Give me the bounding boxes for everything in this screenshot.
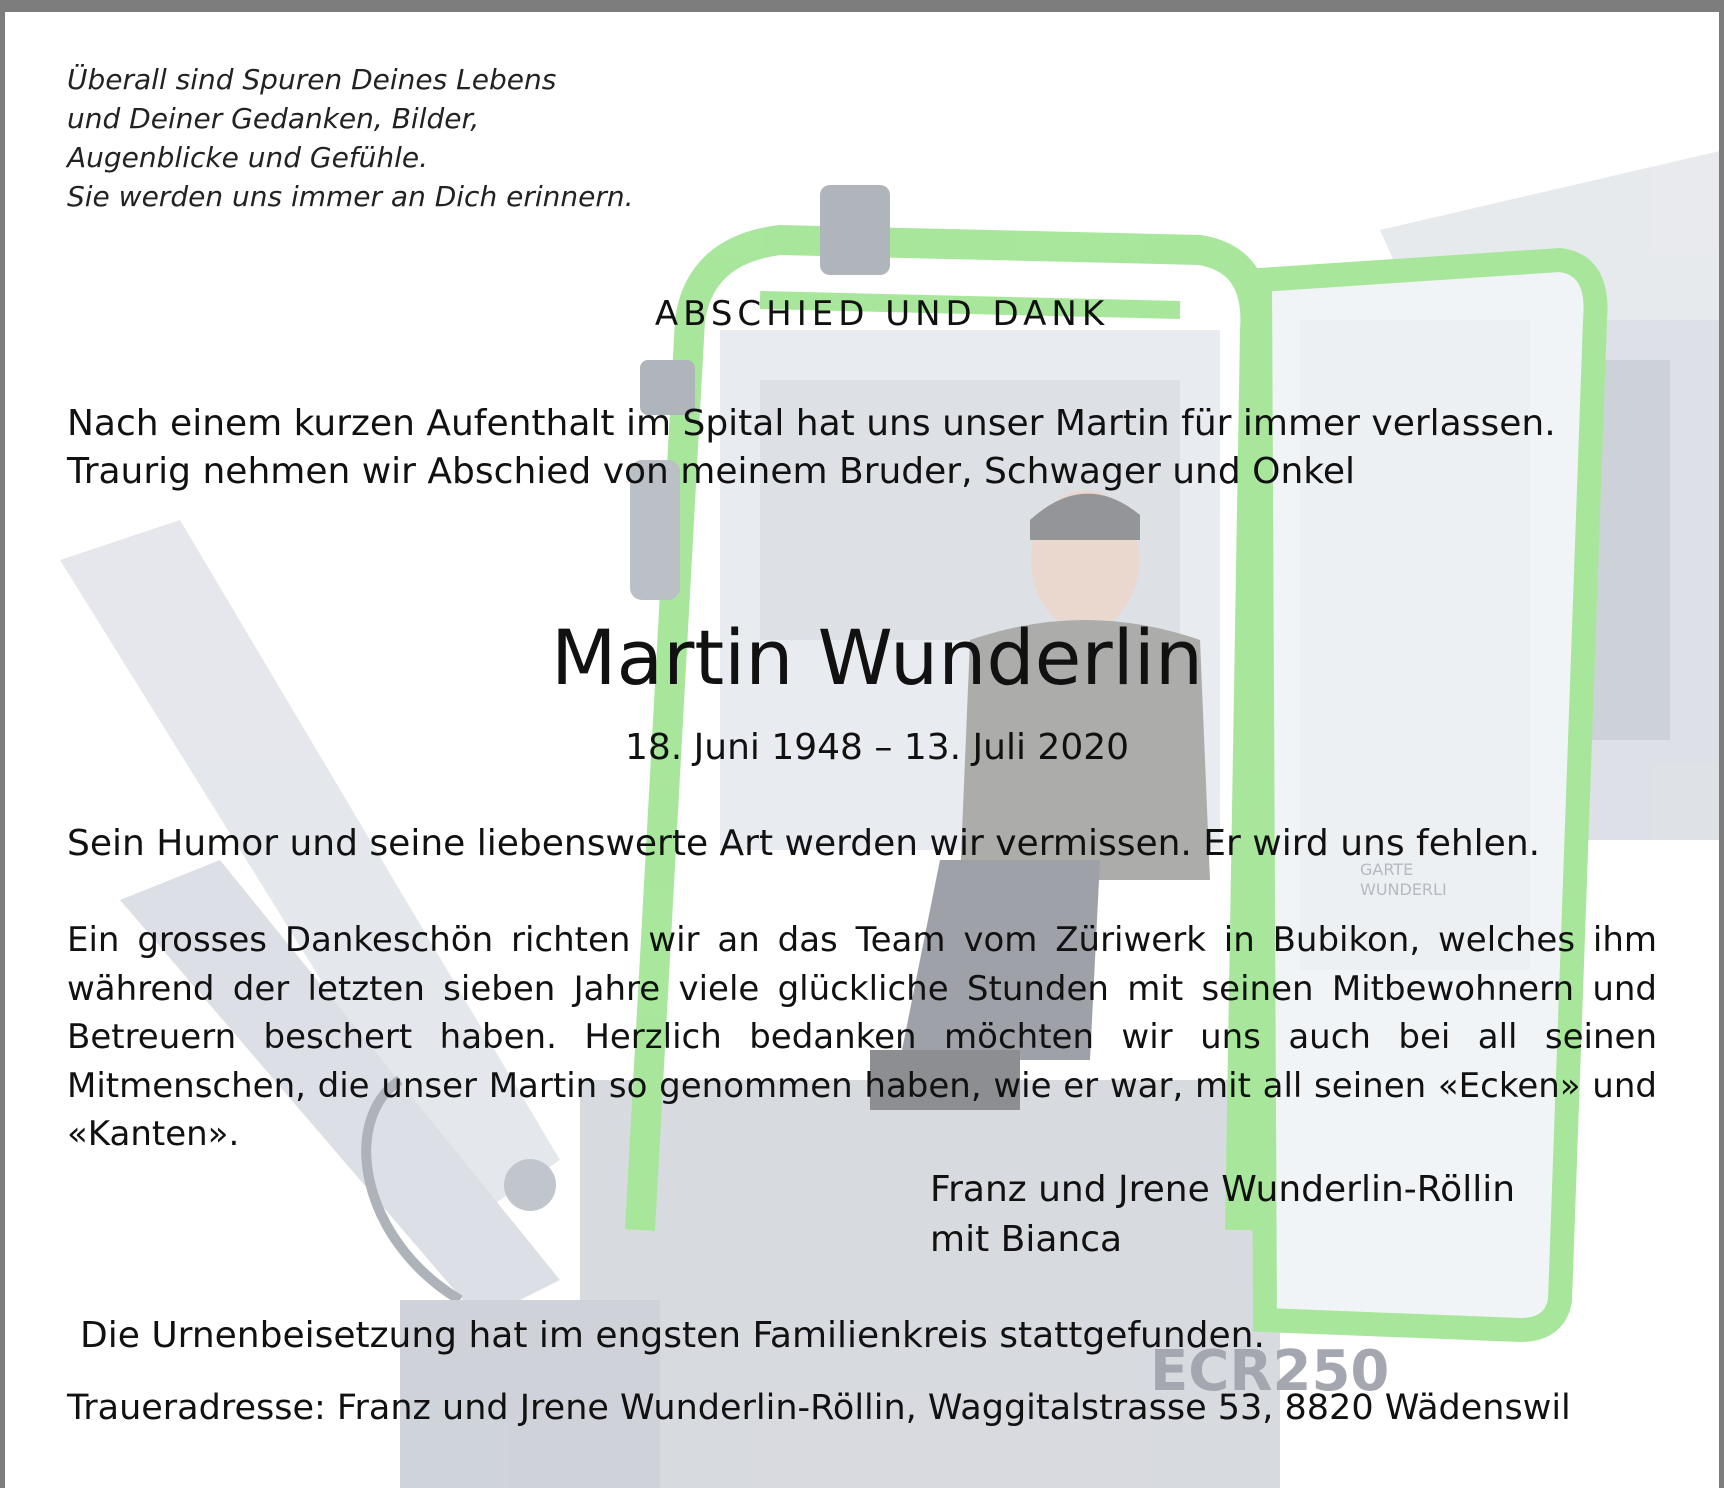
signature-line: mit Bianca: [930, 1219, 1123, 1260]
motto-line: und Deiner Gedanken, Bilder,: [67, 102, 480, 135]
humor-sentence: Sein Humor und seine liebenswerte Art werden wir vermissen. Er wird uns fehlen.: [67, 823, 1541, 864]
door-label-1: GARTE: [1360, 860, 1414, 879]
vehicle-label: ECR250: [1150, 1339, 1390, 1404]
motto-line: Überall sind Spuren Deines Lebens: [67, 63, 557, 96]
top-border: [0, 0, 1724, 12]
signature: [930, 1165, 1630, 1265]
life-dates: 18. Juni 1948 – 13. Juli 2020: [624, 727, 1130, 768]
intro-line: Traurig nehmen wir Abschied von meinem Bruder, Schwager und Onkel: [67, 451, 1356, 492]
deceased-name: Martin Wunderlin: [550, 613, 1204, 702]
door-label-2: WUNDERLI: [1360, 880, 1447, 899]
thanks-paragraph: Ein grosses Dankeschön richten wir an das Team vom Züriwerk in Bubikon, welches ihm während der letzten sieben Jahre viele glückliche Stunden mit seinen Mitbewohnern und Betreuern beschert haben. Herzlich bedanken möchten wir uns auch bei all seinen Mitmenschen, die unser Martin so genommen haben, wie er war, mit all seinen «Ecken» und «Kanten».: [67, 920, 1657, 1154]
motto-line: Sie werden uns immer an Dich erinnern.: [67, 180, 634, 213]
intro-text: [67, 400, 1667, 496]
burial-note: Die Urnenbeisetzung hat im engsten Familienkreis stattgefunden.: [80, 1315, 1265, 1356]
motto-verse: [67, 60, 767, 216]
signature-line: Franz und Jrene Wunderlin-Röllin: [930, 1169, 1516, 1210]
mourning-address: Traueradresse: Franz und Jrene Wunderlin-Röllin, Waggitalstrasse 53, 8820 Wädenswil: [67, 1388, 1571, 1428]
intro-line: Nach einem kurzen Aufenthalt im Spital hat uns unser Martin für immer verlassen.: [67, 403, 1556, 444]
motto-line: Augenblicke und Gefühle.: [67, 141, 429, 174]
heading: ABSCHIED UND DANK: [654, 294, 1110, 334]
